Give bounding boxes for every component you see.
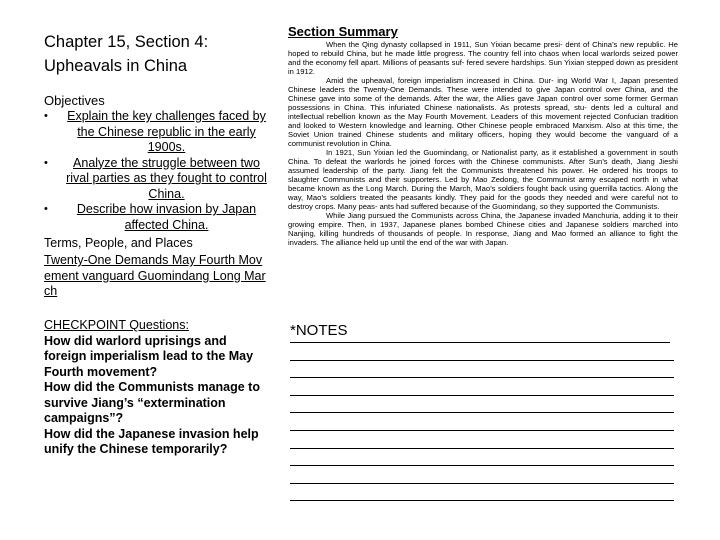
- bullet-icon: •: [44, 203, 48, 215]
- terms-list: Twenty-One Demands May Fourth Movement vanguard Guomindang Long March: [44, 253, 266, 298]
- summary-paragraph: When the Qing dynasty collapsed in 1911, Sun Yixian became presi- dent of China’s new republic. He hoped to rebuild China, but he made little progress. The country fell into chaos when local warlords seized power and the economy fell apart. Millions of peasants suf- fered severe hardships. Sun Yixian stepped down as president in 1912.: [288, 40, 678, 76]
- summary-paragraph: Amid the upheaval, foreign imperialism increased in China. Dur- ing World War I, Japan presented Chinese leaders the Twenty-One Demands. These were intended to give Japan control over China, and the Chinese gave into some of the demands. After the war, the Allies gave Japan control over some former German possessions in China. This infuriated Chinese nationalists. As protests spread, stu- dents led a cultural and intellectual rebellion known as the May Fourth Movement. Leaders of this movement rejected Confucian tradition and looked to Western knowledge and learning. Other Chinese people embraced Marxism. Also at this time, the Soviet Union trained Chinese students and military officers, hoping they would become the vanguard of a communist revolution in China.: [288, 76, 678, 148]
- objective-text: Describe how invasion by Japan affected China.: [76, 202, 257, 232]
- left-column: [44, 30, 268, 300]
- note-line[interactable]: [290, 413, 674, 431]
- checkpoint-question: How did the Japanese invasion help unify the Chinese temporarily?: [44, 426, 259, 456]
- objective-item: [44, 202, 268, 233]
- checkpoint-question: How did warlord uprisings and foreign imperialism lead to the May Fourth movement?: [44, 333, 254, 379]
- objective-text: Analyze the struggle between two rival parties as they fought to control China.: [66, 155, 267, 201]
- checkpoint-question: How did the Communists manage to survive Jiang’s “extermination campaigns”?: [44, 380, 260, 425]
- checkpoint-questions: [44, 318, 270, 458]
- objective-text: Explain the key challenges faced by the Chinese republic in the early 1900s.: [67, 109, 266, 154]
- summary-heading: Section Summary: [288, 24, 398, 39]
- objectives-list: [44, 109, 268, 233]
- note-line[interactable]: [290, 378, 674, 396]
- objective-item: [44, 156, 268, 203]
- note-line[interactable]: [290, 466, 674, 484]
- objectives-heading: Objectives: [44, 93, 105, 108]
- note-line[interactable]: [290, 343, 674, 361]
- bullet-icon: •: [44, 156, 48, 169]
- summary-paragraph: In 1921, Sun Yixian led the Guomindang, or Nationalist party, as it established a government in south China. To defeat the warlords he joined forces with the Chinese communists. After Sun’s death, Jiang Jieshi assumed leadership of the party. Jiang felt the Communists threatened his power. He ordered his troops to slaughter Communists and their supporters. Led by Mao Zedong, the Communist army escaped north in what became known as the Long March. During the March, Mao’s soldiers fought back using guerrilla tactics. Along the way, Mao’s soldiers treated the peasants kindly. They paid for the goods they needed and were careful not to destroy crops. Many peas- ants had suffered because of the Guomindang, so they supported the Communists.: [288, 148, 678, 211]
- notes-heading: *NOTES: [290, 320, 670, 343]
- objective-item: [44, 109, 268, 156]
- note-line[interactable]: [290, 361, 674, 379]
- note-line[interactable]: [290, 484, 674, 502]
- note-line[interactable]: [290, 449, 674, 467]
- note-line[interactable]: [290, 431, 674, 449]
- section-summary: [288, 24, 678, 247]
- terms-heading: Terms, People, and Places: [44, 236, 193, 250]
- notes-area: [290, 320, 674, 501]
- summary-paragraph: While Jiang pursued the Communists across China, the Japanese invaded Manchuria, adding it to their growing empire. Then, in 1937, Japanese planes bombed Chinese cities and Japanese soldiers marched into Nanjing, killing hundreds of thousands of people. In response, Jiang and Mao formed an alliance to fight the invaders. The alliance held up until the end of the war with Japan.: [288, 211, 678, 247]
- checkpoint-heading: CHECKPOINT Questions:: [44, 318, 189, 332]
- section-title: Chapter 15, Section 4: Upheavals in China: [44, 33, 209, 75]
- note-line[interactable]: [290, 396, 674, 414]
- bullet-icon: •: [44, 110, 48, 122]
- notes-lines: [290, 343, 674, 501]
